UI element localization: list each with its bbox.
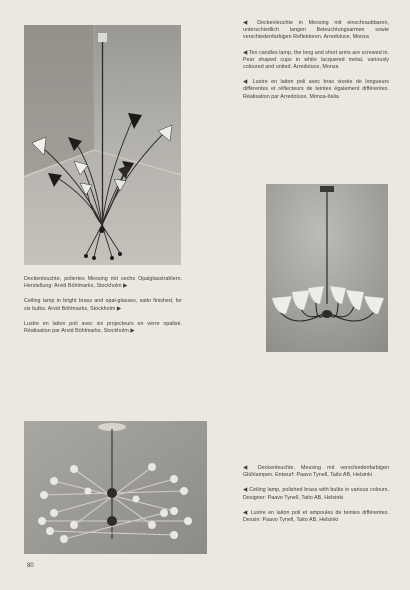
right-arrow-icon: ▶: [130, 328, 135, 335]
left-arrow-icon: ◀: [243, 509, 249, 516]
caption-tynell-fr: ◀ Lustre en laiton poli et ampoules de teintes différentes. Dessin: Paavo Tynell, Taito AB, Helsinki: [243, 509, 389, 524]
caption-bohlmarks: [24, 276, 182, 335]
caption-arredoluce: [243, 20, 389, 101]
caption-arredoluce-en: ◀ Ten candles lamp, the long and short arms are screwed in. Pear shaped cups in white lacquered metal, variously coloured and untied. Arredoluce, Monza: [243, 49, 389, 71]
left-arrow-icon: ◀: [243, 49, 248, 56]
left-arrow-icon: ◀: [243, 20, 252, 26]
caption-tynell: [243, 465, 389, 524]
caption-arredoluce-fr: ◀ Lustre en laiton poli avec bras vissés de longueurs différentes et réflecteurs de teintes également différentes. Réalisation par Arredoluce, Monza-Italia: [243, 79, 389, 100]
photo-arredoluce-lamp: [24, 25, 181, 265]
caption-bohlmarks-de: Deckenleuchte, poliertes Messing mit sechs Opalglasstrahlern. Herstellung: Arvid Böhlmarks, Stockholm ▶: [24, 276, 182, 290]
caption-arredoluce-de: ◀ Deckenleuchte in Messing mit einschraubbaren, unterschiedlich langen Beleuchtungsarmen sowie verschiedenfarbigen Reflektoren. Arredoluce, Monza: [243, 20, 390, 41]
left-arrow-icon: ◀: [243, 465, 252, 471]
left-arrow-icon: ◀: [243, 79, 250, 86]
caption-bohlmarks-fr: Lustre en laiton poli avec six projecteurs en verre opalisé. Réalisation par Arvid Böhlmarks, Stockholm ▶: [24, 320, 182, 335]
caption-tynell-de: ◀ Deckenleuchte, Messing mit verschiedenfarbigen Glühlampen. Entwurf: Paavo Tynell, Taito AB, Helsinki: [243, 465, 389, 479]
caption-tynell-en: ◀ Ceiling lamp, polished brass with bulbs in various colours. Designer: Paavo Tynell, Taito AB, Helsinki: [243, 487, 389, 501]
caption-bohlmarks-en: Ceiling lamp in bright brass and opal-glasses, satin finished, for six bulbs. Arvid Böhlmarks, Stockholm ▶: [24, 298, 182, 312]
page-number: 80: [27, 563, 34, 569]
right-arrow-icon: ▶: [123, 283, 128, 290]
right-arrow-icon: ▶: [116, 305, 122, 312]
photo-tynell-lamp: [24, 421, 207, 554]
left-arrow-icon: ◀: [243, 487, 248, 494]
photo-bohlmarks-lamp: [266, 184, 388, 352]
